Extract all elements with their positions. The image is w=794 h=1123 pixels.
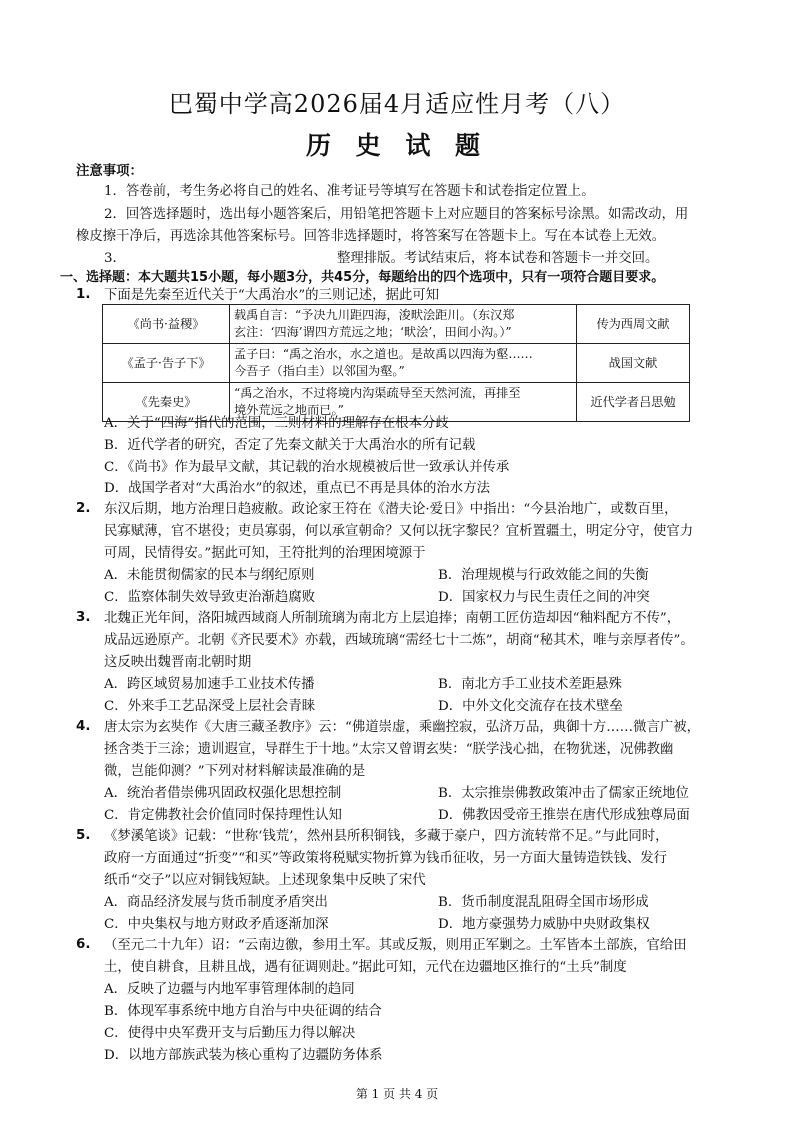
question-stem: 纸币“交子”以应对铜钱短缺。上述现象集中反映了宋代	[104, 873, 426, 888]
option-d: D．佛教因受帝王推崇在唐代形成独尊局面	[438, 808, 690, 823]
option-d: D．战国学者对“大禹治水”的叙述，重点已不再是具体的治水方法	[104, 481, 490, 496]
question-stem: 政府一方面通过“折变”“和买”等政策将税赋实物折算为钱币征收，另一方面大量铸造铁钱、发行	[104, 851, 668, 866]
option-a: A．反映了边疆与内地军事管理体制的趋同	[104, 982, 355, 997]
table-cell-source: 《先秦史》	[103, 383, 230, 422]
question-stem: 土，使自耕食，且耕且战，遇有征调则赴。”据此可知，元代在边疆地区推行的“土兵”制度	[104, 960, 627, 975]
notice-line: 2．回答选择题时，选出每小题答案后，用铅笔把答题卡上对应题目的答案标号涂黑。如需改动，用	[104, 207, 689, 222]
question-stem: 民寡赋薄，官不堪役；吏员寡弱，何以承宣朝命？又何以抚字黎民？宜析置疆土，明定分守，使官力	[104, 524, 694, 539]
question-stem: 唐太宗为玄奘作《大唐三藏圣教序》云：“佛道崇虚，乘幽控寂，弘济万品，典御十方……微言广被，	[104, 720, 701, 735]
table-cell-note: 近代学者吕思勉	[577, 383, 690, 422]
option-a: A．关于“四海”指代的范围，三则材料的理解存在根本分歧	[104, 416, 449, 431]
page-footer: 第 1 页 共 4 页	[355, 1087, 439, 1101]
table-cell-note: 战国文献	[577, 344, 690, 383]
question-number: 1.	[76, 287, 91, 302]
notice-line: 1．答卷前，考生务必将自己的姓名、准考证号等填写在答题卡和试卷指定位置上。	[104, 184, 595, 199]
option-d: D．地方豪强势力威胁中央财政集权	[438, 917, 650, 932]
option-b: B．南北方手工业技术差距悬殊	[438, 677, 622, 692]
option-c: C．中央集权与地方财政矛盾逐渐加深	[104, 917, 329, 932]
source-table	[102, 304, 690, 422]
notice-line: 3．	[104, 251, 126, 266]
question-stem: 下面是先秦至近代关于“大禹治水”的三则记述，据此可知	[104, 288, 440, 303]
option-a: A．统治者借崇佛巩固政权强化思想控制	[104, 786, 342, 801]
question-stem: 微，岂能仰测？”下列对材料解读最准确的是	[104, 764, 366, 779]
option-c: C．监察体制失效导致吏治渐趋腐败	[104, 590, 316, 605]
option-c: C．外来手工艺品深受上层社会青睐	[104, 699, 316, 714]
question-number: 3.	[76, 610, 91, 625]
option-b: B．太宗推崇佛教政策冲击了儒家正统地位	[438, 786, 689, 801]
table-cell-source: 《孟子·告子下》	[103, 344, 230, 383]
notice-heading: 注意事项：	[76, 164, 143, 179]
question-stem: 可周，民情得安。”据此可知，王符批判的治理困境源于	[104, 546, 426, 561]
option-c: C．肯定佛教社会价值同时保持理性认知	[104, 808, 342, 823]
table-cell-line: 孟子曰：“禹之治水，水之道也。是故禹以四海为壑……	[234, 347, 533, 361]
option-d: D．以地方部族武装为核心重构了边疆防务体系	[104, 1048, 383, 1063]
table-cell-source: 《尚书·益稷》	[103, 305, 230, 344]
question-stem: （至元二十九年）诏：“云南边徼，参用土军。其或反叛，则用正军剿之。土军皆本土部族，官给田	[104, 938, 687, 953]
exam-subject: 历 史 试 题	[305, 131, 489, 160]
table-cell-line: 境外荒远之地而已。”	[234, 403, 344, 417]
option-d: D．国家权力与民生责任之间的冲突	[438, 590, 650, 605]
question-number: 4.	[76, 719, 91, 734]
question-stem: 《梦溪笔谈》记载：“世称‘钱荒’，然州县所积铜钱，多藏于豪户，四方流转常不足。”与此同时，	[104, 829, 669, 844]
option-c: C．使得中央军费开支与后勤压力得以解决	[104, 1026, 356, 1041]
notice-line: 橡皮擦干净后，再选涂其他答案标号。回答非选择题时，将答案写在答题卡上。写在本试卷上无效。	[76, 229, 666, 244]
table-cell-line: “禹之治水，不过将境内沟渠疏导至天然河流，再排至	[234, 386, 521, 400]
question-number: 6.	[76, 937, 91, 952]
option-a: A．商品经济发展与货币制度矛盾突出	[104, 895, 328, 910]
option-b: B．体现军事系统中地方自治与中央征调的结合	[104, 1004, 382, 1019]
question-stem: 北魏正光年间，洛阳城西域商人所制琉璃为南北方上层追捧；南朝工匠仿造却因“釉料配方不传”，	[104, 611, 681, 626]
table-cell-content	[230, 344, 577, 383]
option-b: B．货币制度混乱阻碍全国市场形成	[438, 895, 649, 910]
option-b: B．近代学者的研究，否定了先秦文献关于大禹治水的所有记载	[104, 438, 476, 453]
option-a: A．未能贯彻儒家的民本与纲纪原则	[104, 568, 315, 583]
question-stem: 成品远逊原产。北朝《齐民要术》亦载，西域琉璃“需经七十二炼”，胡商“秘其术，唯与亲厚者传”。	[104, 633, 694, 648]
table-cell-line: 玄注：‘四海’谓四方荒远之地；‘畎浍’，田间小沟。）”	[234, 325, 512, 339]
option-a: A．跨区域贸易加速手工业技术传播	[104, 677, 315, 692]
option-d: D．中外文化交流存在技术壁垒	[438, 699, 623, 714]
notice-line: 整理排版。考试结束后，将本试卷和答题卡一并交回。	[337, 251, 659, 266]
question-number: 2.	[76, 501, 91, 516]
option-b: B．治理规模与行政效能之间的失衡	[438, 568, 649, 583]
question-stem: 这反映出魏晋南北朝时期	[104, 655, 252, 670]
table-row	[103, 344, 690, 383]
table-cell-line: 今吾子（指白圭）以邻国为壑。”	[234, 364, 405, 378]
section-heading: 一、选择题：本大题共15小题，每小题3分，共45分，每题给出的四个选项中，只有一项符合题目要求。	[60, 270, 665, 285]
table-cell-line: 载禹自言：“予决九川距四海，浚畎浍距川。（东汉郑	[234, 308, 515, 322]
exam-title: 巴蜀中学高2026届4月适应性月考（八）	[168, 90, 626, 118]
question-stem: 东汉后期，地方治理日趋疲敝。政论家王符在《潜夫论·爱日》中指出：“今县治地广，或数百里，	[104, 502, 678, 517]
question-stem: 拯含类于三涂；遗训遐宣，导群生于十地。”太宗又曾谓玄奘：“朕学浅心拙，在物犹迷，况佛教幽	[104, 742, 674, 757]
option-c: C．《尚书》作为最早文献，其记载的治水规模被后世一致承认并传承	[104, 460, 510, 475]
table-row	[103, 305, 690, 344]
table-cell-content	[230, 305, 577, 344]
question-number: 5.	[76, 828, 91, 843]
table-cell-note: 传为西周文献	[577, 305, 690, 344]
